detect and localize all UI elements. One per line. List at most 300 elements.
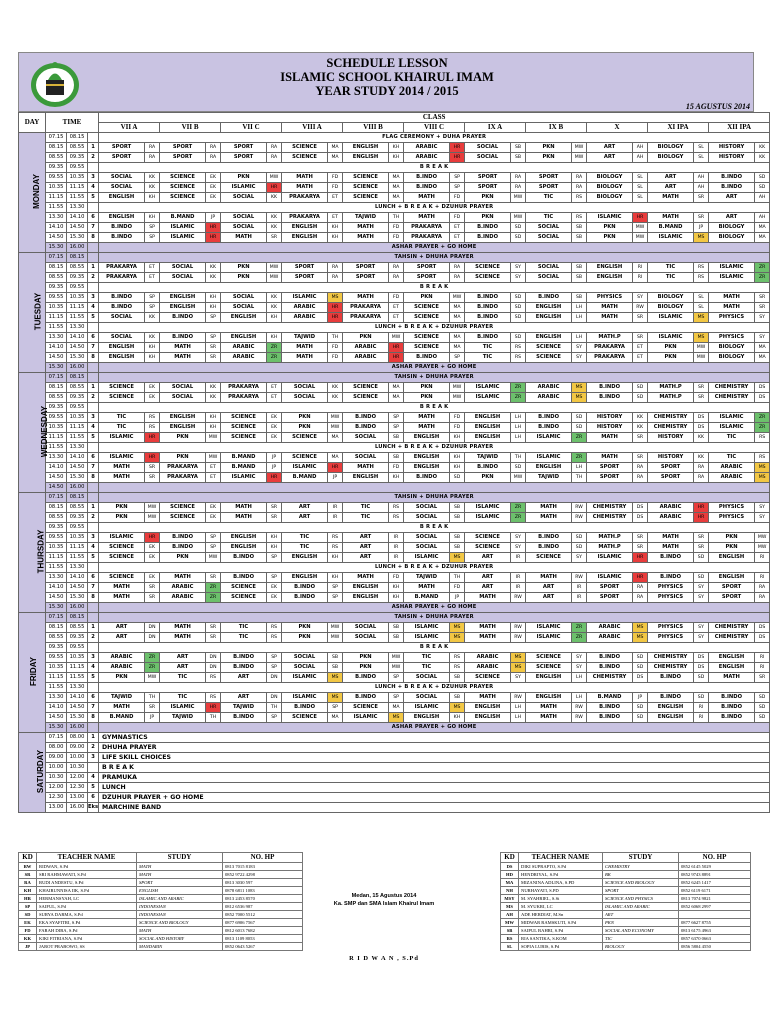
time-start: 11.15 <box>46 312 67 322</box>
time-end: 08.15 <box>67 132 88 142</box>
teacher-code: SL <box>694 292 709 302</box>
schedule-row <box>19 362 770 372</box>
teacher-code: SD <box>19 911 37 919</box>
subject-cell: ART <box>465 582 511 592</box>
schedule-table <box>18 112 770 813</box>
subject-cell: SCIENCE <box>221 592 267 602</box>
teacher-code: RI <box>694 712 709 722</box>
schedule-row <box>19 212 770 222</box>
subject-cell: PKN <box>526 152 572 162</box>
subject-cell: PRAKARYA <box>343 312 389 322</box>
teacher-code: SY <box>572 552 587 562</box>
day-name: WEDNESDAY <box>40 405 50 458</box>
period-number: 5 <box>88 192 99 202</box>
subject-cell: ENGLISH <box>99 212 145 222</box>
teacher-code: FD <box>450 582 465 592</box>
subject-cell: ART <box>221 672 267 682</box>
subject-cell: MATH <box>526 712 572 722</box>
subject-cell: SCIENCE <box>282 142 328 152</box>
teacher-code: FD <box>389 292 404 302</box>
subject-cell: SPORT <box>648 472 694 482</box>
time-start: 07.15 <box>46 372 67 382</box>
time-start: 13.30 <box>46 452 67 462</box>
subject-cell: PKN <box>526 142 572 152</box>
time-start: 12.30 <box>46 792 67 802</box>
time-start: 07.15 <box>46 492 67 502</box>
teacher-code: ZR <box>572 632 587 642</box>
subject-cell: SOCIAL <box>404 512 450 522</box>
time-end: 14.50 <box>67 342 88 352</box>
teacher-code: SB <box>511 152 526 162</box>
event-label: FLAG CEREMONY + DUHA PRAYER <box>99 132 770 142</box>
schedule-row <box>19 432 770 442</box>
schedule-row <box>19 372 770 382</box>
teacher-code: SB <box>450 692 465 702</box>
period-number: 6 <box>88 572 99 582</box>
time-start: 09.35 <box>46 642 67 652</box>
time-start: 10.35 <box>46 302 67 312</box>
teacher-code: ZR <box>511 512 526 522</box>
subject-cell: SCIENCE <box>99 382 145 392</box>
teacher-code: RW <box>511 632 526 642</box>
teacher-code: SB <box>572 222 587 232</box>
event-label: B R E A K <box>99 642 770 652</box>
schedule-date: 15 AGUSTUS 2014 <box>685 102 750 111</box>
teacher-code: MW <box>145 672 160 682</box>
teacher-code: SP <box>19 903 37 911</box>
subject-cell: ART <box>709 212 755 222</box>
subject-cell: ENGLISH <box>282 552 328 562</box>
teacher-row <box>501 943 751 951</box>
subject-cell: SCIENCE <box>99 392 145 402</box>
subject-cell: SOCIAL <box>99 312 145 322</box>
teacher-code: MW <box>501 919 519 927</box>
teacher-name-header: TEACHER NAME <box>519 853 603 863</box>
subject-cell: CHEMISTRY <box>648 652 694 662</box>
teacher-study: SCIENCE AND BIOLOGY <box>603 879 679 887</box>
teacher-name: MIZANINA ADLINA, S.PD <box>519 879 603 887</box>
time-start: 09.35 <box>46 282 67 292</box>
schedule-row <box>19 282 770 292</box>
time-start: 13.00 <box>46 802 67 812</box>
teacher-code: FD <box>450 212 465 222</box>
teacher-code: LH <box>572 672 587 682</box>
time-end: 16.00 <box>67 362 88 372</box>
subject-cell: TIC <box>282 532 328 542</box>
teacher-code: EK <box>145 382 160 392</box>
subject-cell: B.INDO <box>709 172 755 182</box>
subject-cell: B.INDO <box>709 712 755 722</box>
subject-cell: ART <box>587 142 633 152</box>
subject-cell: MATH.P <box>648 392 694 402</box>
activity-label: DHUHA PRAYER <box>99 742 770 752</box>
subject-cell: PKN <box>99 512 145 522</box>
teacher-code: JP <box>206 212 221 222</box>
sign-place-date: Medan, 15 Agustus 2014 <box>351 893 417 899</box>
teacher-code: JP <box>633 692 648 702</box>
teacher-code: RA <box>145 142 160 152</box>
subject-cell: SCIENCE <box>99 572 145 582</box>
subject-cell: ART <box>526 582 572 592</box>
subject-cell: BIOLOGY <box>648 292 694 302</box>
teacher-code: FD <box>328 182 343 192</box>
teacher-code: RI <box>755 662 770 672</box>
schedule-row <box>19 472 770 482</box>
subject-cell: ARABIC <box>465 662 511 672</box>
subject-cell: SCIENCE <box>99 542 145 552</box>
teacher-code: ET <box>206 462 221 472</box>
schedule-row <box>19 652 770 662</box>
subject-cell: PKN <box>648 342 694 352</box>
teacher-code: KK <box>267 192 282 202</box>
period-number: 5 <box>88 312 99 322</box>
time-start: 11.55 <box>46 322 67 332</box>
period-number: 3 <box>88 412 99 422</box>
teacher-phone: 0856 5804 4550 <box>679 943 751 951</box>
teacher-code: KH <box>145 352 160 362</box>
teacher-code: SP <box>206 312 221 322</box>
teacher-code: KH <box>389 592 404 602</box>
teacher-code: ZR <box>145 662 160 672</box>
subject-cell: SCIENCE <box>221 582 267 592</box>
subject-cell: ISLAMIC <box>526 452 572 462</box>
subject-cell: BIOLOGY <box>648 152 694 162</box>
teacher-code: LH <box>572 332 587 342</box>
subject-cell: B.INDO <box>648 692 694 702</box>
schedule-row <box>19 662 770 672</box>
teacher-code: SD <box>511 462 526 472</box>
teacher-code: HR <box>633 572 648 582</box>
teacher-code: ET <box>267 392 282 402</box>
teacher-study: PKN <box>603 919 679 927</box>
subject-cell: ENGLISH <box>160 292 206 302</box>
teacher-code: RS <box>206 692 221 702</box>
teacher-code: MS <box>511 662 526 672</box>
teacher-code: FD <box>450 412 465 422</box>
teacher-code: SY <box>633 292 648 302</box>
schedule-row <box>19 452 770 462</box>
teacher-code: SP <box>267 652 282 662</box>
teacher-code: MS <box>501 903 519 911</box>
teacher-study: MATH <box>137 927 223 935</box>
subject-cell: SOCIAL <box>526 272 572 282</box>
subject-cell: TAJWID <box>221 702 267 712</box>
subject-cell: PKN <box>465 212 511 222</box>
period-number <box>88 242 99 252</box>
teacher-code: MA <box>328 142 343 152</box>
subject-cell: SOCIAL <box>282 662 328 672</box>
subject-cell: SOCIAL <box>343 452 389 462</box>
subject-cell: SCIENCE <box>282 712 328 722</box>
teacher-name: M. SYUKRI, LC <box>519 903 603 911</box>
teacher-code: JP <box>267 452 282 462</box>
teacher-code: SP <box>389 422 404 432</box>
teacher-row <box>19 887 303 895</box>
schedule-row <box>19 392 770 402</box>
subject-cell: SOCIAL <box>404 502 450 512</box>
teacher-code: SR <box>694 542 709 552</box>
activity-label: MARCHINE BAND <box>99 802 770 812</box>
teacher-code: KK <box>694 432 709 442</box>
time-end: 09.35 <box>67 272 88 282</box>
period-number: 3 <box>88 172 99 182</box>
period-number <box>88 602 99 612</box>
time-end: 10.35 <box>67 652 88 662</box>
teacher-code: SB <box>328 662 343 672</box>
period-number: 6 <box>88 212 99 222</box>
day-label-thursday <box>19 492 46 612</box>
teacher-code: EK <box>267 412 282 422</box>
teacher-phone: 0813 1109 8053 <box>223 935 303 943</box>
teacher-study: MATH <box>137 863 223 871</box>
event-label: TAHSIN + DHUHA PRAYER <box>99 372 770 382</box>
subject-cell: SPORT <box>404 272 450 282</box>
teacher-code: IR <box>328 502 343 512</box>
teacher-code: RW <box>572 712 587 722</box>
teacher-row <box>501 927 751 935</box>
subject-cell: SCIENCE <box>404 312 450 322</box>
teacher-name: DIKI SUPRAPTO, S.Pd <box>519 863 603 871</box>
time-end: 09.55 <box>67 402 88 412</box>
teacher-code: MW <box>450 392 465 402</box>
teacher-code: RA <box>389 272 404 282</box>
period-number <box>88 562 99 572</box>
teacher-code: SR <box>145 592 160 602</box>
subject-cell: TIC <box>99 412 145 422</box>
subject-cell: MATH <box>282 172 328 182</box>
subject-cell: SPORT <box>404 262 450 272</box>
teacher-code: MA <box>450 312 465 322</box>
teacher-code: DN <box>206 662 221 672</box>
subject-cell: PKN <box>160 432 206 442</box>
teacher-code: SD <box>572 412 587 422</box>
period-number: 3 <box>88 652 99 662</box>
teacher-code: SL <box>633 192 648 202</box>
teacher-code: MS <box>328 692 343 702</box>
teacher-code: MS <box>755 472 770 482</box>
subject-cell: SPORT <box>221 142 267 152</box>
subject-cell: ENGLISH <box>465 422 511 432</box>
time-start: 09.00 <box>46 752 67 762</box>
teacher-code: HR <box>633 212 648 222</box>
subject-cell: ARABIC <box>648 512 694 522</box>
teacher-code: SP <box>145 302 160 312</box>
time-start: 08.15 <box>46 382 67 392</box>
time-end: 09.55 <box>67 642 88 652</box>
teacher-code: RS <box>328 542 343 552</box>
period-number: 1 <box>88 382 99 392</box>
teacher-code: AH <box>755 212 770 222</box>
subject-cell: SOCIAL <box>404 672 450 682</box>
teacher-code: DS <box>633 672 648 682</box>
schedule-row <box>19 422 770 432</box>
subject-cell: B.INDO <box>526 412 572 422</box>
subject-cell: ISLAMIC <box>343 712 389 722</box>
teacher-code: RS <box>450 662 465 672</box>
class-name: VII B <box>160 122 221 132</box>
teacher-code: MA <box>328 712 343 722</box>
subject-cell: SCIENCE <box>282 452 328 462</box>
teacher-code: MA <box>328 432 343 442</box>
teacher-code: KK <box>206 392 221 402</box>
schedule-row <box>19 712 770 722</box>
teacher-code: RS <box>511 342 526 352</box>
kd-header: KD <box>501 853 519 863</box>
subject-cell: ISLAMIC <box>526 632 572 642</box>
teacher-code: HR <box>206 222 221 232</box>
subject-cell: PKN <box>221 272 267 282</box>
subject-cell: SOCIAL <box>343 632 389 642</box>
subject-cell: ENGLISH <box>648 712 694 722</box>
teacher-code: ZR <box>206 582 221 592</box>
teacher-study: CHEMISTRY <box>603 863 679 871</box>
subject-cell: PRAKARYA <box>343 302 389 312</box>
teacher-code: SD <box>755 712 770 722</box>
subject-cell: SCIENCE <box>282 432 328 442</box>
teacher-code: MA <box>450 332 465 342</box>
schedule-row <box>19 292 770 302</box>
teacher-table-left <box>18 852 303 951</box>
teacher-code: DN <box>145 632 160 642</box>
teacher-code: SR <box>755 292 770 302</box>
subject-cell: ENGLISH <box>465 432 511 442</box>
subject-cell: ISLAMIC <box>404 702 450 712</box>
schedule-row <box>19 802 770 812</box>
subject-cell: ENGLISH <box>282 222 328 232</box>
period-number: 1 <box>88 732 99 742</box>
day-label-friday <box>19 612 46 732</box>
teacher-code: SR <box>206 572 221 582</box>
teacher-code: SR <box>206 622 221 632</box>
subject-cell: ENGLISH <box>526 332 572 342</box>
teacher-code: RA <box>572 172 587 182</box>
subject-cell: B.INDO <box>648 572 694 582</box>
teacher-code: RS <box>694 262 709 272</box>
teacher-phone: 0852 6119 6171 <box>679 887 751 895</box>
period-number <box>88 252 99 262</box>
teacher-code: RW <box>572 702 587 712</box>
teacher-code: RS <box>389 512 404 522</box>
teacher-code: MW <box>328 422 343 432</box>
time-end: 08.15 <box>67 252 88 262</box>
teacher-code: KH <box>389 142 404 152</box>
teacher-name: HENDRIYAL, S.Pd <box>519 871 603 879</box>
subject-cell: ENGLISH <box>526 302 572 312</box>
teacher-code: RA <box>328 262 343 272</box>
teacher-code: HR <box>145 532 160 542</box>
teacher-code: SD <box>694 692 709 702</box>
activity-label: GYMNASTICS <box>99 732 770 742</box>
teacher-code: MW <box>572 152 587 162</box>
subject-cell: SCIENCE <box>526 652 572 662</box>
teacher-code: RW <box>19 863 37 871</box>
teacher-code: MS <box>450 702 465 712</box>
subject-cell: MATH <box>343 572 389 582</box>
schedule-row <box>19 172 770 182</box>
subject-cell: B.INDO <box>160 312 206 322</box>
subject-cell: ISLAMIC <box>282 672 328 682</box>
period-number <box>88 282 99 292</box>
teacher-code: SB <box>389 622 404 632</box>
time-end: 09.35 <box>67 632 88 642</box>
teacher-code: KK <box>19 935 37 943</box>
time-end: 10.35 <box>67 172 88 182</box>
day-label-wednesday <box>19 372 50 492</box>
subject-cell: CHEMISTRY <box>709 382 755 392</box>
teacher-code: MA <box>389 172 404 182</box>
subject-cell: ISLAMIC <box>160 222 206 232</box>
class-name: XII IPA <box>709 122 770 132</box>
teacher-study: INDONESIAN <box>137 911 223 919</box>
schedule-row <box>19 522 770 532</box>
teacher-code: MW <box>389 332 404 342</box>
teacher-code: SR <box>206 352 221 362</box>
teacher-phone <box>679 911 751 919</box>
time-end: 11.55 <box>67 312 88 322</box>
teacher-code: SY <box>755 312 770 322</box>
subject-cell: B.INDO <box>221 572 267 582</box>
subject-cell: MATH <box>648 192 694 202</box>
teacher-code: FD <box>19 927 37 935</box>
time-end: 11.15 <box>67 422 88 432</box>
subject-cell: SCIENCE <box>343 172 389 182</box>
teacher-code: LH <box>511 422 526 432</box>
subject-cell: B.MAND <box>160 212 206 222</box>
teacher-code: SP <box>450 352 465 362</box>
teacher-code: DS <box>694 662 709 672</box>
teacher-code: KK <box>328 392 343 402</box>
subject-cell: ISLAMIC <box>587 212 633 222</box>
teacher-code: EK <box>145 572 160 582</box>
subject-cell: B.INDO <box>221 552 267 562</box>
period-number: 8 <box>88 472 99 482</box>
subject-cell: MATH <box>526 512 572 522</box>
time-end: 11.15 <box>67 542 88 552</box>
teacher-code: SP <box>328 702 343 712</box>
day-name: FRIDAY <box>29 656 39 686</box>
teacher-section <box>0 852 768 972</box>
schedule-row <box>19 752 770 762</box>
teacher-code: AH <box>694 172 709 182</box>
teacher-name: SAIFUL, S.Pd <box>37 903 137 911</box>
phone-header: NO. HP <box>223 853 303 863</box>
time-start: 09.55 <box>46 532 67 542</box>
period-number: 6 <box>88 332 99 342</box>
time-start: 13.30 <box>46 572 67 582</box>
time-start: 09.55 <box>46 412 67 422</box>
teacher-code: RA <box>267 152 282 162</box>
period-number <box>88 482 99 492</box>
teacher-code: RA <box>633 462 648 472</box>
teacher-code: TH <box>572 472 587 482</box>
subject-cell: PRAKARYA <box>282 192 328 202</box>
teacher-phone: 0852 6145 5029 <box>679 863 751 871</box>
subject-cell: SPORT <box>587 582 633 592</box>
schedule-row <box>19 772 770 782</box>
time-end: 11.55 <box>67 552 88 562</box>
subject-cell: ENGLISH <box>587 272 633 282</box>
subject-cell: MATH <box>587 302 633 312</box>
subject-cell: ISLAMIC <box>526 622 572 632</box>
teacher-code: KH <box>328 572 343 582</box>
teacher-study: SCIENCE AND BIOLOGY <box>137 919 223 927</box>
subject-cell: HISTORY <box>709 142 755 152</box>
schedule-row <box>19 382 770 392</box>
teacher-code: JP <box>145 712 160 722</box>
subject-cell: ENGLISH <box>709 652 755 662</box>
teacher-code: SD <box>572 532 587 542</box>
teacher-code: SL <box>694 302 709 312</box>
